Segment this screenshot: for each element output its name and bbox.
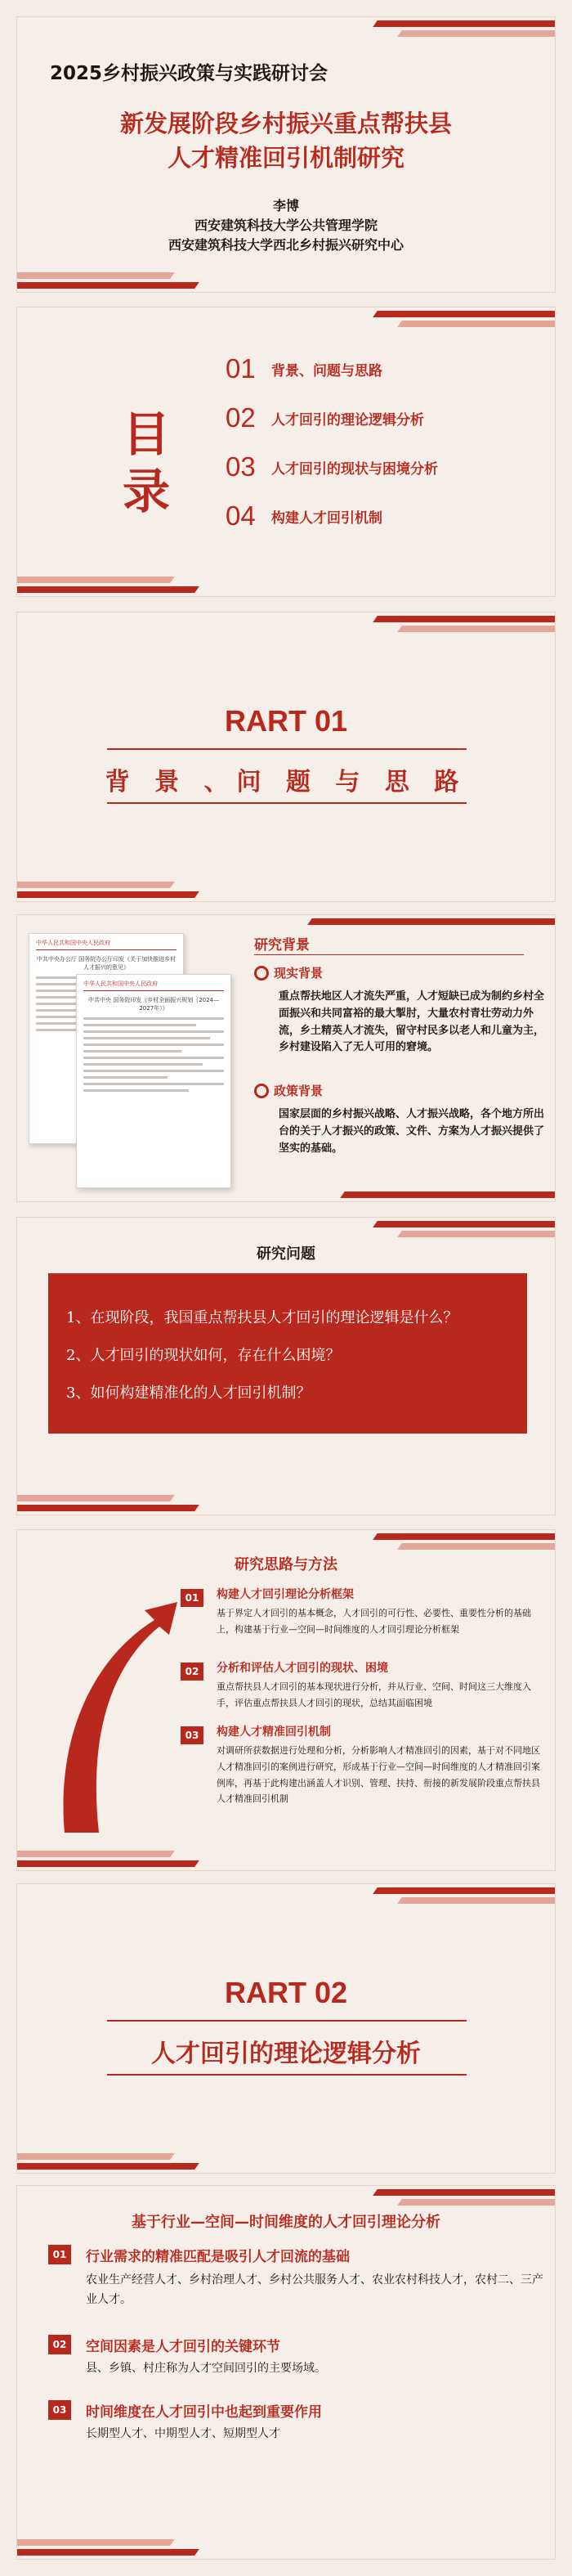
slide-theory-analysis	[16, 2185, 556, 2560]
section-divider	[107, 2020, 467, 2022]
decor-bottom-stripes	[16, 572, 230, 596]
title-line-2: 人才精准回引机制研究	[167, 144, 404, 172]
decor-top-stripes	[342, 307, 556, 332]
reality-text: 重点帮扶地区人才流失严重，人才短缺已成为制约乡村全面振兴和共同富裕的最大掣肘，大量农村青壮劳动力外流，乡土精英人才流失，留守村民多以老人和儿童为主，乡村建设陷入了无人可用的窘境。	[279, 990, 545, 1054]
section-divider	[107, 802, 467, 804]
section-subtitle: 背 景 、问 题 与 思 路	[105, 768, 467, 797]
decor-bottom-stripes	[16, 1846, 230, 1870]
step-body-2: 重点帮扶县人才回引的基本现状进行分析，并从行业、空间、时间这三大维度入手，评估重点帮扶县人才回引的现状，总结其面临困境	[217, 1681, 531, 1708]
decor-top-stripes	[342, 1884, 556, 1909]
curved-arrow-icon	[32, 1595, 179, 1841]
decor-bottom-stripes	[326, 1177, 556, 1201]
point-heading-3: 时间维度在人才回引中也起到重要作用	[86, 2404, 322, 2421]
slide-contents	[16, 307, 556, 597]
doc-header: 中华人民共和国中央人民政府	[83, 980, 224, 991]
section-divider	[107, 2074, 467, 2076]
decor-top-stripes	[342, 17, 556, 42]
decor-bottom-stripes	[16, 877, 230, 901]
decor-top-stripes	[342, 613, 556, 637]
questions-panel	[48, 1273, 527, 1434]
point-body-1: 农业生产经营人才、乡村治理人才、乡村公共服务人才、农业农村科技人才，农村二、三产业人才。	[86, 2273, 543, 2306]
toc-number: 01	[226, 353, 256, 384]
toc-number: 03	[226, 451, 256, 482]
subheading-label: 政策背景	[274, 1084, 324, 1098]
subheading-reality	[254, 964, 323, 981]
affiliation-1: 西安建筑科技大学公共管理学院	[194, 218, 378, 233]
doc-header: 中华人民共和国中央人民政府	[36, 939, 177, 950]
step-heading-2: 分析和评估人才回引的现状、困境	[217, 1662, 388, 1675]
decor-bottom-stripes	[16, 1490, 230, 1515]
section-part-label: RART 01	[224, 704, 348, 738]
heading-divider	[254, 954, 524, 955]
step-body-1: 基于界定人才回引的基本概念，人才回引的可行性、必要性、重要性分析的基础上，构建基于行业—空间—时间维度的人才回引理论分析框架	[217, 1608, 531, 1635]
slide-section-02	[16, 1883, 556, 2174]
toc-label: 背景、问题与思路	[271, 362, 382, 379]
step-number-1: 01	[181, 1589, 203, 1607]
affiliation-2: 西安建筑科技大学西北乡村振兴研究中心	[168, 237, 404, 253]
doc-title: 中共中央 国务院印发《乡村全面振兴规划（2024—2027年）》	[87, 997, 220, 1012]
toc-item-2[interactable]	[226, 402, 424, 434]
slide-research-method	[16, 1529, 556, 1871]
step-heading-3: 构建人才精准回引机制	[217, 1726, 331, 1739]
section-heading: 基于行业—空间—时间维度的人才回引理论分析	[132, 2214, 440, 2231]
point-number-1: 01	[48, 2245, 71, 2264]
step-number-2: 02	[181, 1663, 203, 1681]
slide-section-01	[16, 612, 556, 902]
step-body-3: 对调研所获数据进行处理和分析，分析影响人才精准回引的因素，基于对不同地区人才精准回引的案例进行研究，形成基于行业—空间—时间维度的人才精准回引案例库，再基于此构建出涵盖人才识别、管理、扶持、衔接的新发展阶段重点帮扶县人才精准回引机制	[217, 1745, 540, 1805]
decor-top-stripes	[342, 1530, 556, 1555]
slide-research-background	[16, 914, 556, 1202]
contents-heading-char-2: 录	[122, 464, 170, 519]
toc-item-4[interactable]	[226, 500, 382, 532]
section-heading: 研究问题	[257, 1245, 315, 1263]
question-2: 2、人才回引的现状如何，存在什么困境？	[66, 1347, 341, 1364]
section-part-label: RART 02	[224, 1976, 348, 2009]
subheading-policy	[254, 1082, 323, 1099]
ring-bullet-icon	[254, 1084, 269, 1098]
subheading-label: 现实背景	[274, 966, 324, 981]
ring-bullet-icon	[254, 966, 269, 981]
question-3: 3、如何构建精准化的人才回引机制？	[66, 1384, 311, 1402]
point-body-2: 县、乡镇、村庄称为人才空间回引的主要场域。	[86, 2362, 326, 2375]
decor-bottom-stripes	[16, 2534, 230, 2559]
decor-bottom-stripes	[16, 2148, 230, 2173]
toc-item-3[interactable]	[226, 451, 438, 483]
step-number-3: 03	[181, 1726, 203, 1744]
toc-number: 02	[226, 402, 256, 433]
contents-heading-char-1: 目	[122, 406, 170, 462]
toc-item-1[interactable]	[226, 352, 382, 385]
decor-top-stripes	[277, 915, 556, 940]
title-line-1: 新发展阶段乡村振兴重点帮扶县	[119, 110, 452, 137]
event-name: 2025乡村振兴政策与实践研讨会	[50, 63, 328, 84]
doc-title: 中共中央办公厅 国务院办公厅印发《关于加快推进乡村人才振兴的意见》	[36, 956, 177, 971]
decor-bottom-stripes	[16, 267, 230, 292]
point-number-2: 02	[48, 2335, 71, 2354]
point-body-3: 长期型人才、中期型人才、短期型人才	[86, 2427, 280, 2440]
decor-top-stripes	[342, 1218, 556, 1242]
point-heading-1: 行业需求的精准匹配是吸引人才回流的基础	[86, 2249, 350, 2265]
point-heading-2: 空间因素是人才回引的关键环节	[86, 2339, 280, 2355]
step-heading-1: 构建人才回引理论分析框架	[217, 1588, 354, 1601]
slide-title	[16, 16, 556, 293]
policy-document-front	[76, 974, 231, 1188]
toc-label: 构建人才回引机制	[271, 509, 382, 527]
section-heading: 研究背景	[254, 937, 310, 954]
question-1: 1、在现阶段，我国重点帮扶县人才回引的理论逻辑是什么？	[66, 1309, 458, 1326]
toc-label: 人才回引的现状与困境分析	[271, 460, 438, 478]
section-divider	[107, 748, 467, 750]
author-name: 李博	[272, 198, 299, 213]
toc-number: 04	[226, 500, 256, 531]
policy-text: 国家层面的乡村振兴战略、人才振兴战略，各个地方所出台的关于人才振兴的政策、文件、方案为人才振兴提供了坚实的基础。	[279, 1108, 545, 1155]
point-number-3: 03	[48, 2400, 71, 2420]
section-heading: 研究思路与方法	[235, 1556, 337, 1573]
section-subtitle: 人才回引的理论逻辑分析	[151, 2040, 421, 2068]
decor-top-stripes	[342, 2186, 556, 2210]
slide-research-questions	[16, 1217, 556, 1515]
toc-label: 人才回引的理论逻辑分析	[271, 411, 424, 429]
